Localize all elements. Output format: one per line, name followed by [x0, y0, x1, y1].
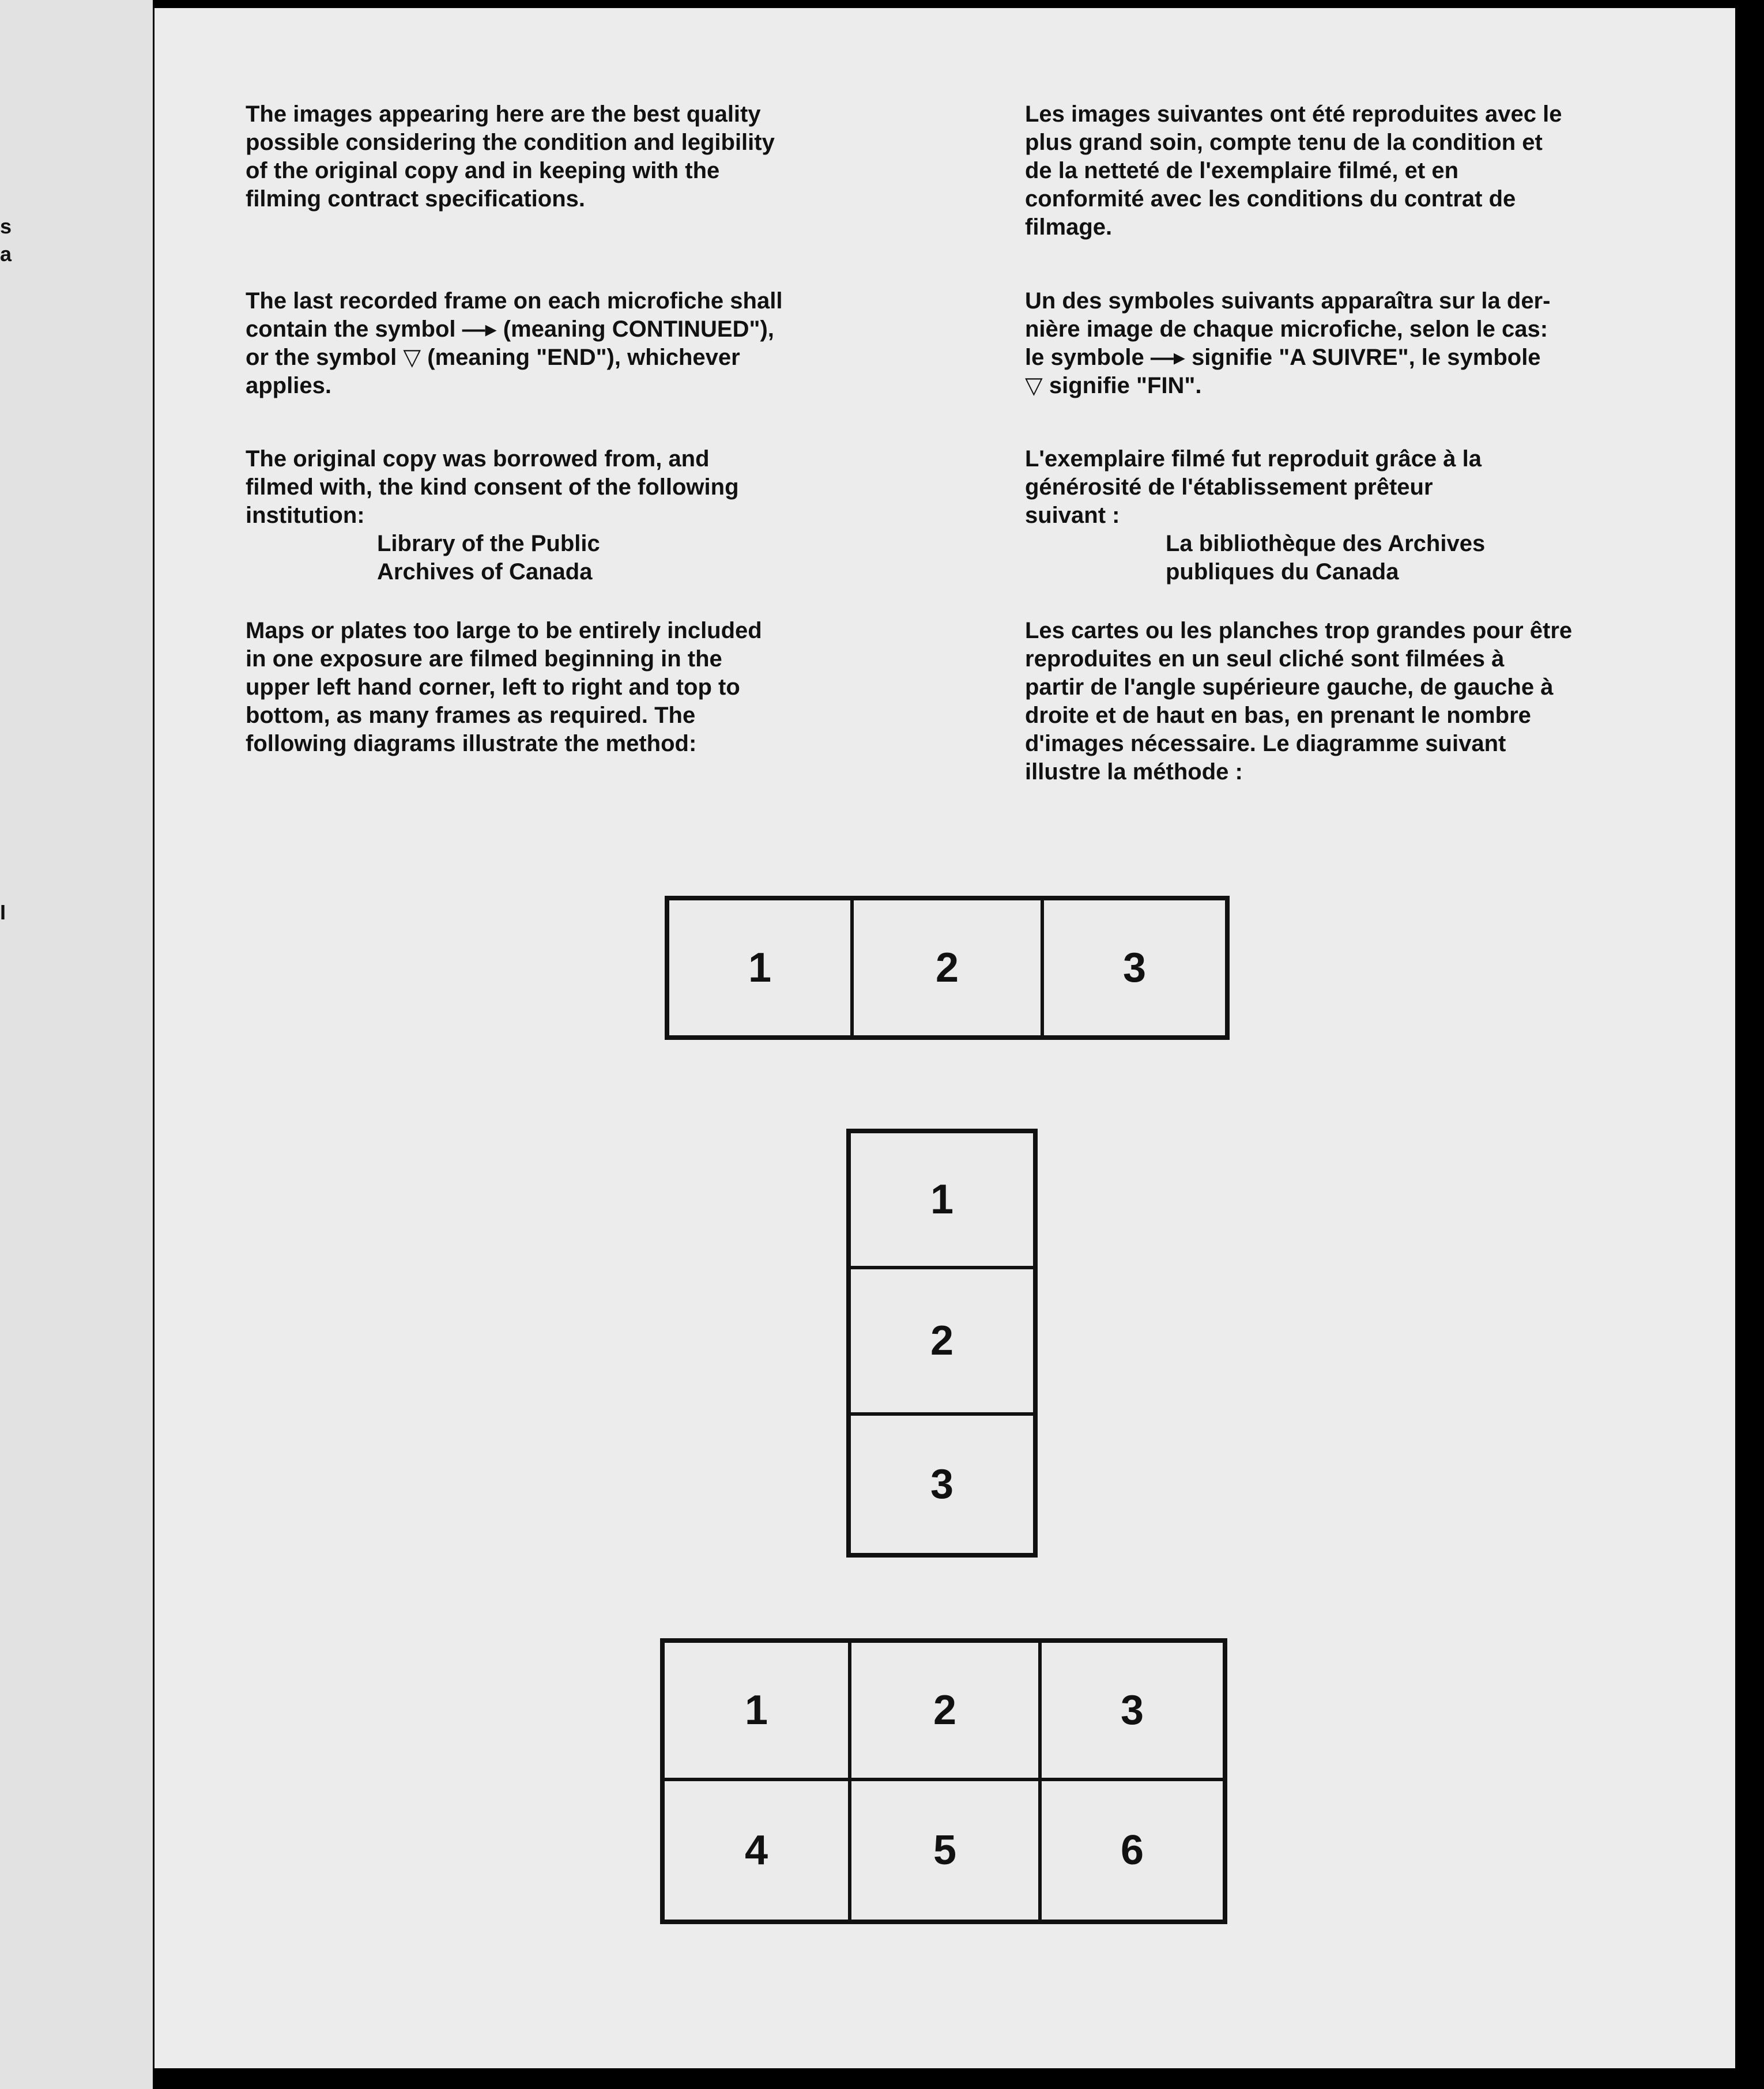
- grid-frame-diagram: [660, 1638, 1227, 1924]
- english-column: [246, 617, 972, 758]
- english-column: [246, 445, 972, 586]
- frame-cell: 3: [1040, 1641, 1224, 1779]
- english-maps-paragraph: Maps or plates too large to be entirely included in one exposure are filmed beginning in the upper left hand corner, left to right and top to bottom, as many frames as required. The following diagrams illustrate the method:: [246, 618, 762, 756]
- margin-fragment: I: [0, 900, 6, 924]
- vertical-frame-diagram: [846, 1129, 1038, 1558]
- english-symbol-paragraph: The last recorded frame on each microfiche shall contain the symbol —▸ (meaning CONTINUED"), or the symbol ▽ (meaning "END"), whichever applies.: [246, 288, 783, 398]
- frame-cell: 1: [663, 1641, 850, 1779]
- english-quality-paragraph: The images appearing here are the best quality possible considering the condition and legibility of the original copy and in keeping with the filming contract specifications.: [246, 101, 775, 212]
- english-institution-paragraph: The original copy was borrowed from, and filmed with, the kind consent of the following institution:: [246, 446, 739, 528]
- french-institution-name: La bibliothèque des Archives publiques du Canada: [1166, 531, 1486, 585]
- french-column: [1025, 445, 1728, 586]
- frame-cell: 6: [1040, 1779, 1224, 1921]
- french-institution-paragraph: L'exemplaire filmé fut reproduit grâce à la générosité de l'établissement prêteur suivant :: [1025, 446, 1482, 528]
- english-institution-name: Library of the Public Archives of Canada: [377, 531, 600, 585]
- adjacent-frame-strip: [0, 0, 153, 2089]
- french-column: [1025, 617, 1728, 786]
- frame-cell: 2: [850, 1641, 1040, 1779]
- horizontal-frame-diagram: [665, 896, 1230, 1040]
- french-column: [1025, 100, 1728, 242]
- frame-cell: 2: [852, 899, 1042, 1037]
- french-quality-paragraph: Les images suivantes ont été reproduites avec le plus grand soin, compte tenu de la condition et de la netteté de l'exemplaire filmé, et en conformité avec les conditions du contrat de filmage.: [1025, 101, 1562, 240]
- margin-fragment: a: [0, 242, 12, 266]
- frame-cell: 3: [1042, 899, 1227, 1037]
- french-symbol-paragraph: Un des symboles suivants apparaîtra sur la der- nière image de chaque microfiche, selon le cas: le symbole —▸ signifie "A SUIVRE", le symbole ▽ signifie "FIN".: [1025, 288, 1551, 398]
- frame-cell: 1: [668, 899, 852, 1037]
- frame-cell: 2: [849, 1268, 1035, 1414]
- margin-fragment: s: [0, 214, 12, 238]
- english-column: [246, 100, 972, 213]
- english-column: [246, 287, 972, 400]
- frame-cell: 4: [663, 1779, 850, 1921]
- frame-cell: 1: [849, 1132, 1035, 1268]
- french-maps-paragraph: Les cartes ou les planches trop grandes pour être reproduites en un seul cliché sont filmées à partir de l'angle supérieure gauche, de gauche à droite et de haut en bas, en prenant le nombre d'images nécessaire. Le diagramme suivant illustre la méthode :: [1025, 618, 1573, 785]
- microfiche-target-page: [154, 8, 1735, 2068]
- frame-cell: 3: [849, 1414, 1035, 1555]
- french-column: [1025, 287, 1728, 400]
- frame-cell: 5: [850, 1779, 1040, 1921]
